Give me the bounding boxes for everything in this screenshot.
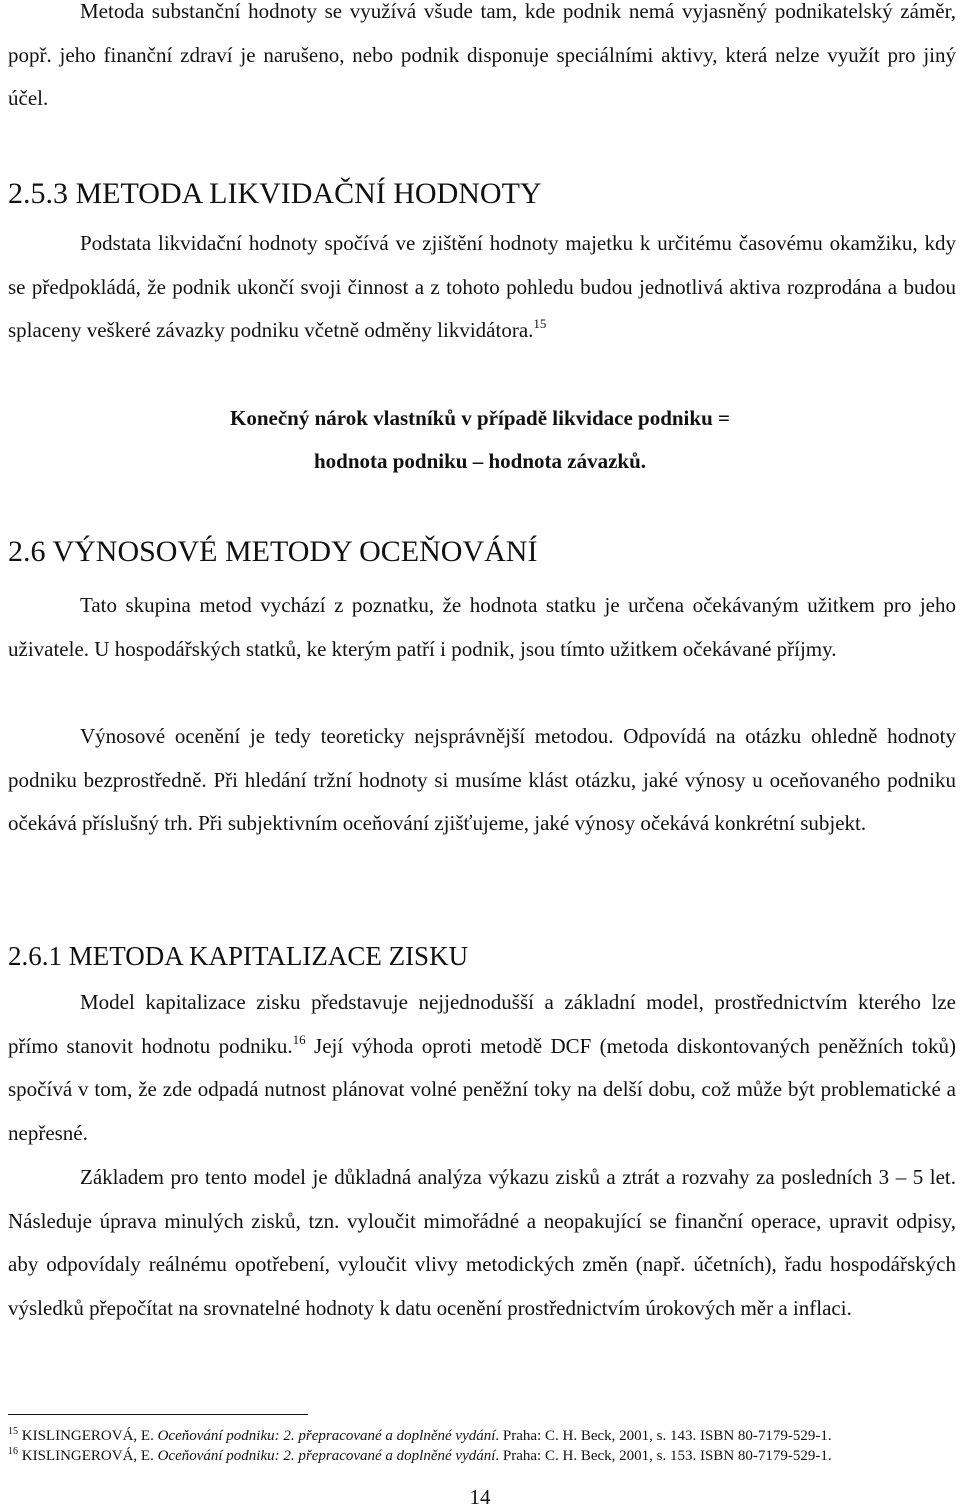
paragraph-text-continued: Její výhoda oproti metodě DCF (metoda diskontovaných peněžních toků) spočívá v tom, že zde odpadá nutnost plánovat volné peněžní toky na delší dobu, což může být problematické a nepřesné. [8, 1033, 956, 1145]
paragraph-text: Model kapitalizace zisku představuje nejjednodušší a základní model, prostřednictvím kterého lze přímo stanovit hodnotu podniku. [8, 990, 956, 1058]
footnote-title: Oceňování podniku: 2. přepracované a doplněné vydání [157, 1448, 496, 1464]
paragraph-text: Podstata likvidační hodnoty spočívá ve zjištění hodnoty majetku k určitému časovému okamžiku, kdy se předpokládá, že podnik ukončí svoji činnost a z tohoto pohledu budou jednotlivá aktiva rozprodána a budou splaceny veškeré závazky podniku včetně odměny likvidátora. [8, 231, 956, 342]
paragraph-substance-method [8, 0, 956, 121]
footnote-number: 16 [8, 1446, 18, 1457]
footnote-15 [8, 1426, 956, 1446]
footnote-separator [8, 1414, 308, 1415]
footnote-16 [8, 1446, 956, 1466]
section-heading-liquidation-value: 2.5.3 METODA LIKVIDAČNÍ HODNOTY [8, 177, 542, 210]
footnote-title: Oceňování podniku: 2. přepracované a doplněné vydání [157, 1428, 496, 1444]
page-number: 14 [469, 1485, 491, 1509]
section-heading-yield-methods: 2.6 VÝNOSOVÉ METODY OCEŇOVÁNÍ [8, 535, 538, 568]
section-heading-profit-capitalization: 2.6.1 METODA KAPITALIZACE ZISKU [8, 941, 469, 971]
paragraph-liquidation-value [8, 222, 956, 353]
formula-line-2: hodnota podniku – hodnota závazků. [313, 449, 647, 473]
formula-line-1: Konečný nárok vlastníků v případě likvidace podniku = [230, 406, 730, 430]
footnote-ref: 15 [533, 316, 547, 331]
footnote-author: KISLINGEROVÁ, E. [21, 1428, 154, 1444]
footnote-publisher: . Praha: C. H. Beck, 2001, s. 143. ISBN 80-7179-529-1. [495, 1428, 832, 1444]
paragraph-capitalization-2: Základem pro tento model je důkladná analýza výkazu zisků a ztrát a rozvahy za posledních 3 – 5 let. Následuje úprava minulých zisků, tzn. vyloučit mimořádné a neopakující se finanční operace, upravit odpisy, aby odpovídaly reálnému opotřebení, vyloučit vlivy metodických změn (např. účetních), řadu hospodářských výsledků přepočítat na srovnatelné hodnoty k datu ocenění prostřednictvím úrokových měr a inflaci. [8, 1165, 956, 1320]
footnote-author: KISLINGEROVÁ, E. [21, 1448, 154, 1464]
footnote-number: 15 [8, 1426, 18, 1437]
paragraph-text: Metoda substanční hodnoty se využívá všude tam, kde podnik nemá vyjasněný podnikatelský záměr, popř. jeho finanční zdraví je narušeno, nebo podnik disponuje speciálními aktivy, která nelze využít pro jiný účel. [8, 0, 956, 110]
paragraph-yield-methods-2: Výnosové ocenění je tedy teoreticky nejsprávnější metodou. Odpovídá na otázku ohledně hodnoty podniku bezprostředně. Při hledání tržní hodnoty si musíme klást otázku, jaké výnosy u oceňovaného podniku očekává příslušný trh. Při subjektivním oceňování zjišťujeme, jaké výnosy očekává konkrétní subjekt. [8, 724, 956, 835]
paragraph-yield-methods-1: Tato skupina metod vychází z poznatku, že hodnota statku je určena očekávaným užitkem pro jeho uživatele. U hospodářských statků, ke kterým patří i podnik, jsou tímto užitkem očekávané příjmy. [8, 593, 956, 661]
paragraph-capitalization-1 [8, 981, 956, 1155]
footnote-publisher: . Praha: C. H. Beck, 2001, s. 153. ISBN 80-7179-529-1. [495, 1448, 832, 1464]
footnote-ref: 16 [292, 1031, 306, 1047]
